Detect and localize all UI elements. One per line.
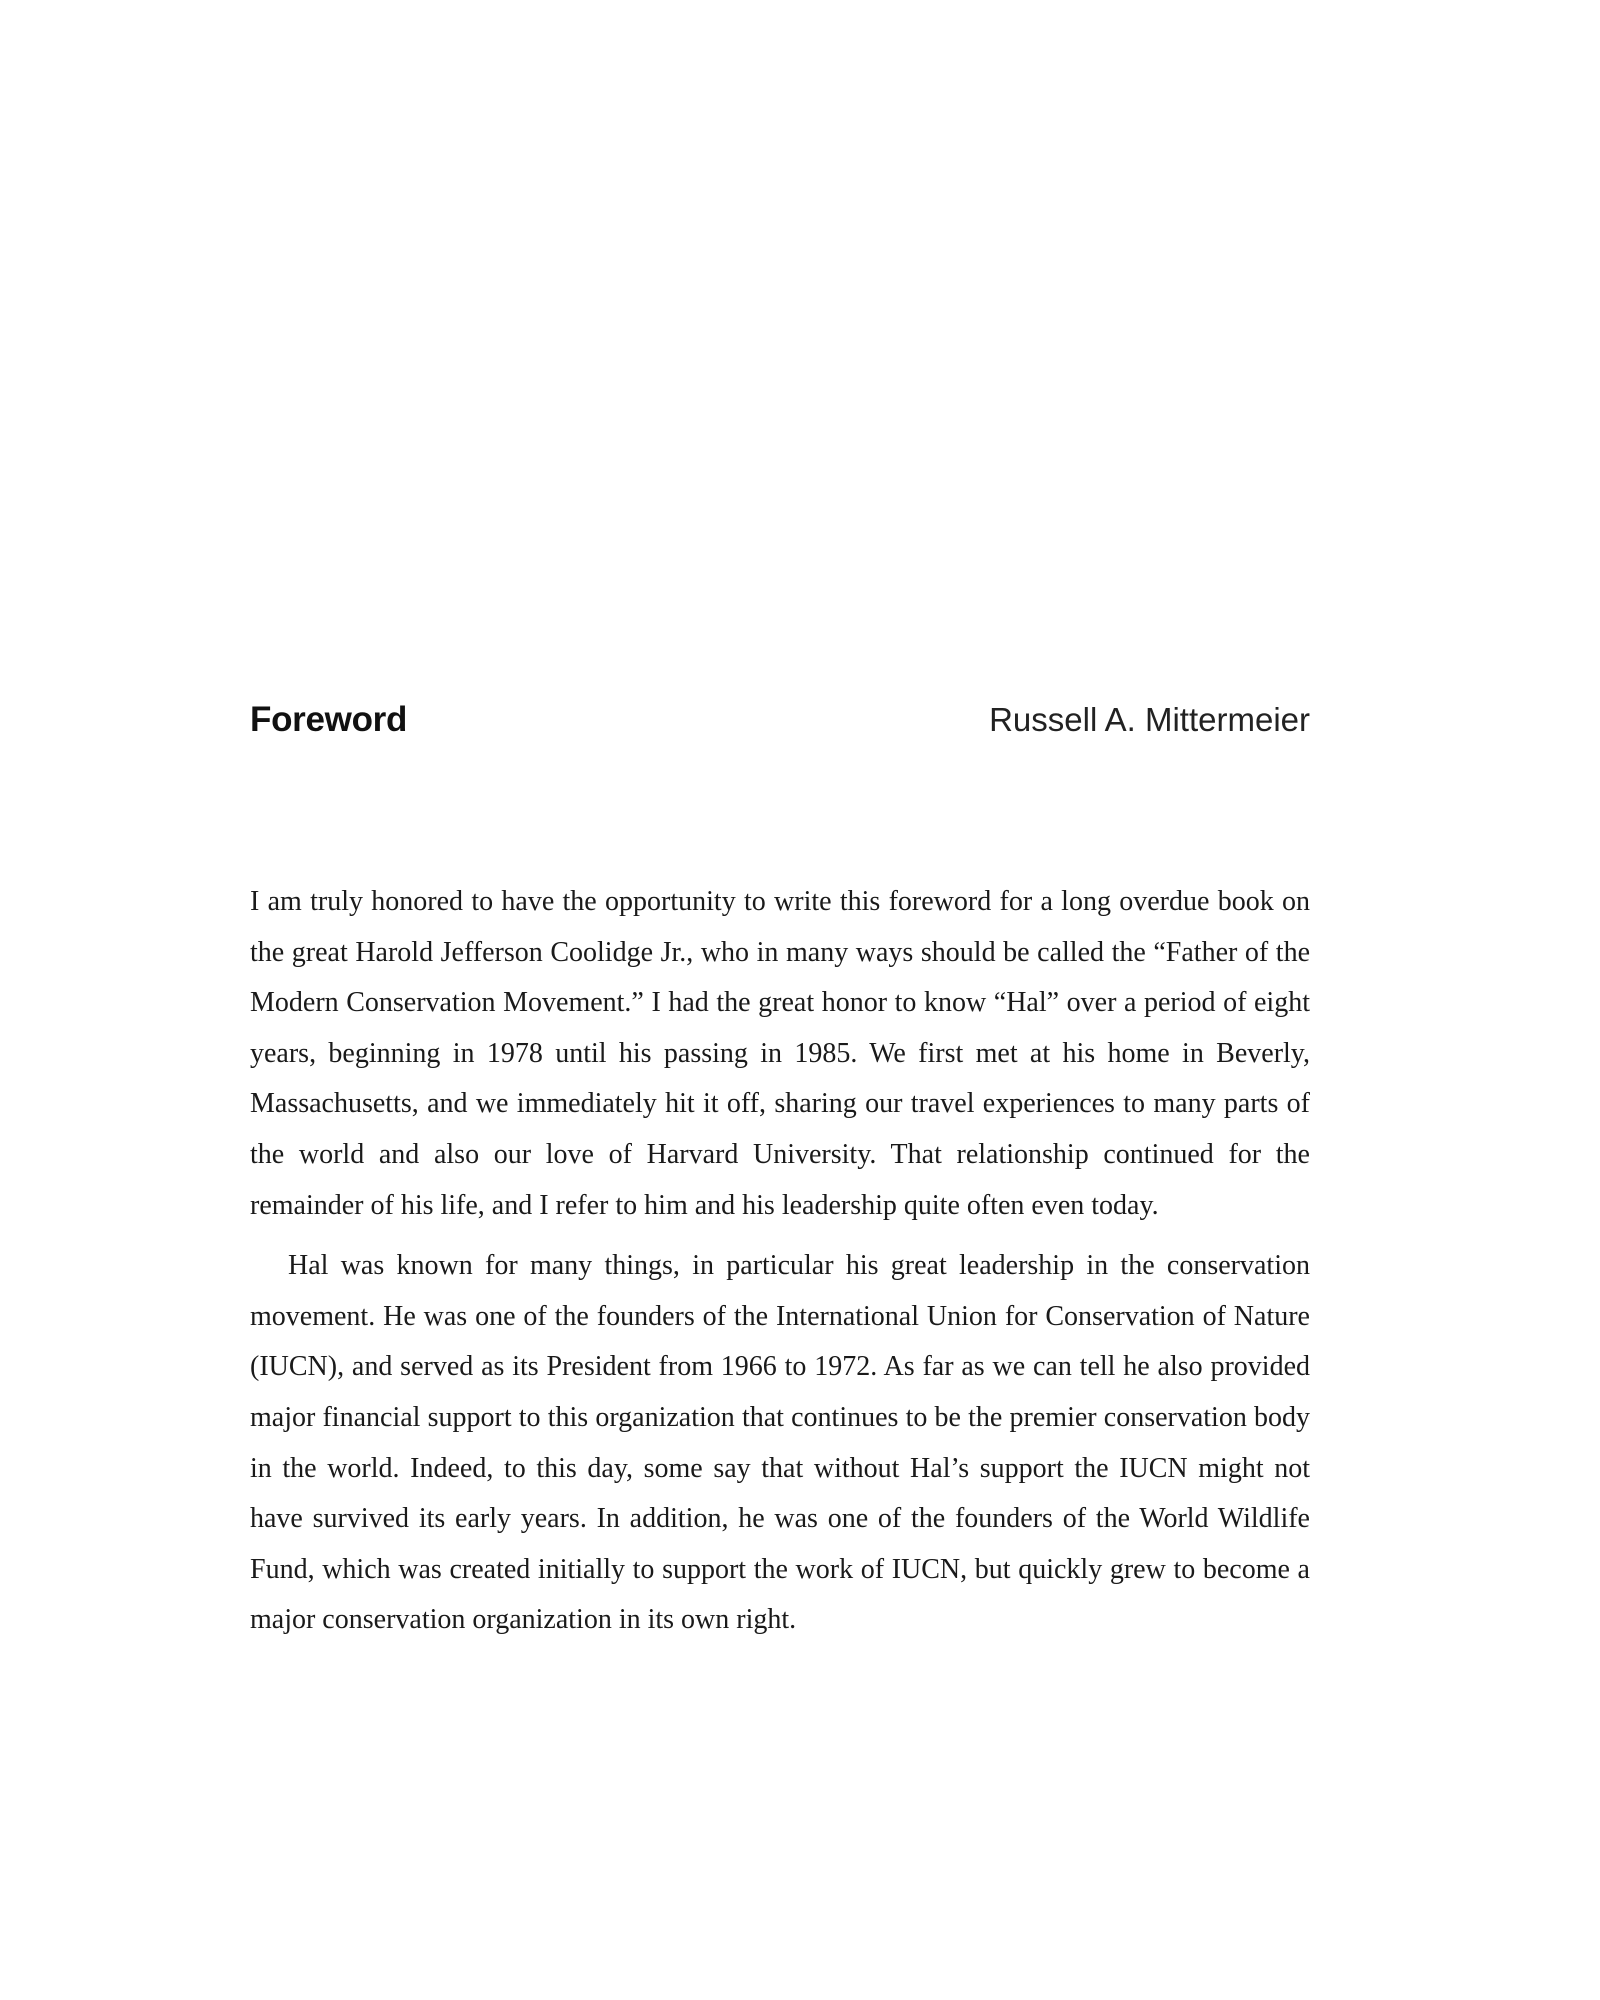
paragraph: Hal was known for many things, in particular his great leadership in the conservation movement. He was one of the founders of the International Union for Conservation of Nature (IUCN), and served as its President from 1966 to 1972. As far as we can tell he also provided major financial support to this organization that continues to be the premier conservation body in the world. Indeed, to this day, some say that without Hal’s support the IUCN might not have survived its early years. In addition, he was one of the founders of the World Wildlife Fund, which was created initially to support the work of IUCN, but quickly grew to become a major conservation organization in its own right. [250,1250,1310,1636]
chapter-author: Russell A. Mittermeier [989,701,1310,738]
chapter-header [250,690,1310,750]
body-text [250,877,1310,1646]
chapter-title: Foreword [250,700,408,739]
paragraph: I am truly honored to have the opportunity to write this foreword for a long overdue book on the great Harold Jefferson Coolidge Jr., who in many ways should be called the “Father of the Modern Conservation Movement.” I had the great honor to know “Hal” over a period of eight years, beginning in 1978 until his passing in 1985. We first met at his home in Beverly, Massachusetts, and we immediately hit it off, sharing our travel experiences to many parts of the world and also our love of Harvard University. That relationship continued for the remainder of his life, and I refer to him and his leadership quite often even today. [250,886,1310,1221]
